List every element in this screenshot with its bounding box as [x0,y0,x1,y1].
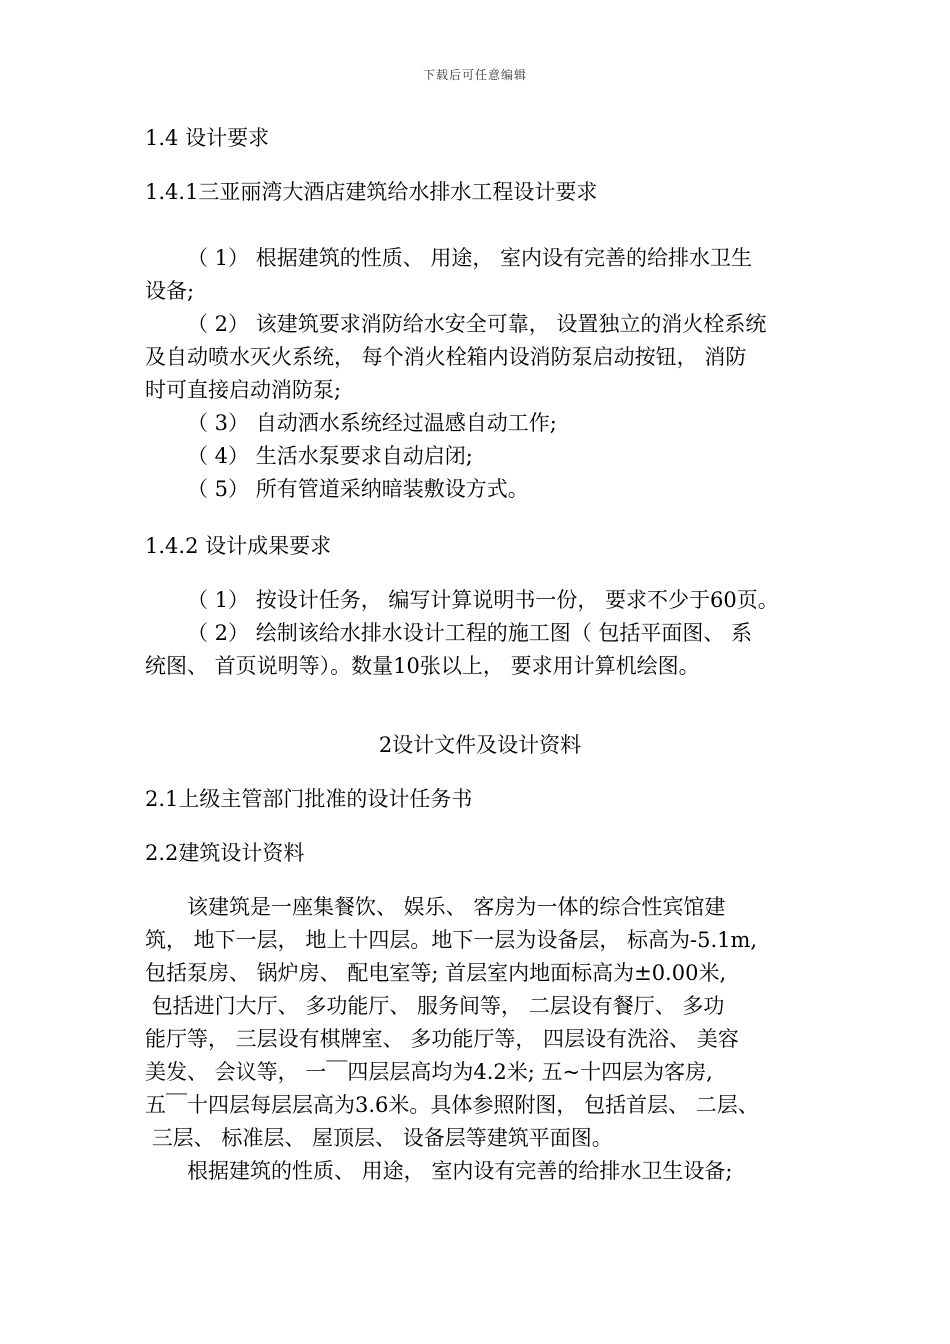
body-line: 包括进门大厅、 多功能厅、 服务间等， 二层设有餐厅、 多功 [145,994,725,1018]
body-line: 包括泵房、 锅炉房、 配电室等; 首层室内地面标高为±0.00米, [145,961,727,985]
heading-2-2: 2.2建筑设计资料 [145,841,305,865]
heading-1-4: 1.4 设计要求 [145,126,270,150]
list-item: （ 5） 所有管道采纳暗装敷设方式。 [187,477,529,501]
body-line: 筑， 地下一层， 地上十四层。地下一层为设备层， 标高为-5.1m, [145,928,758,952]
document-body [145,122,815,1188]
list-item: （ 2） 绘制该给水排水设计工程的施工图（ 包括平面图、 系 [187,621,753,645]
body-line: 美发、 会议等， 一￣四层层高均为4.2米; 五~十四层为客房, [145,1060,713,1084]
list-item-continuation: 统图、 首页说明等）。数量10张以上， 要求用计算机绘图。 [145,654,700,678]
body-line: 五￣十四层每层层高为3.6米。具体参照附图， 包括首层、 二层、 [145,1093,759,1117]
list-item: （ 1） 根据建筑的性质、 用途， 室内设有完善的给排水卫生 [187,246,753,270]
heading-1-4-2: 1.4.2 设计成果要求 [145,534,332,558]
list-item-continuation: 及自动喷水灭火系统， 每个消火栓箱内设消防泵启动按钮， 消防 [145,345,747,369]
body-line: 该建筑是一座集餐饮、 娱乐、 客房为一体的综合性宾馆建 [187,895,726,919]
list-item: （ 1） 按设计任务， 编写计算说明书一份， 要求不少于60页。 [187,588,779,612]
body-line: 根据建筑的性质、 用途， 室内设有完善的给排水卫生设备; [187,1159,733,1183]
list-item-continuation: 设备; [145,279,195,303]
page-header-note: 下载后可任意编辑 [422,68,527,82]
list-item: （ 4） 生活水泵要求自动启闭; [187,444,473,468]
chapter-2-title: 2设计文件及设计资料 [378,733,582,757]
body-line: 三层、 标准层、 屋顶层、 设备层等建筑平面图。 [145,1126,613,1150]
list-item-continuation: 时可直接启动消防泵; [145,378,342,402]
heading-1-4-1: 1.4.1三亚丽湾大酒店建筑给水排水工程设计要求 [145,180,598,204]
list-item: （ 2） 该建筑要求消防给水安全可靠， 设置独立的消火栓系统 [187,312,767,336]
heading-2-1: 2.1上级主管部门批准的设计任务书 [145,787,473,811]
body-line: 能厅等， 三层设有棋牌室、 多功能厅等， 四层设有洗浴、 美容 [145,1027,739,1051]
list-item: （ 3） 自动洒水系统经过温感自动工作; [187,411,557,435]
